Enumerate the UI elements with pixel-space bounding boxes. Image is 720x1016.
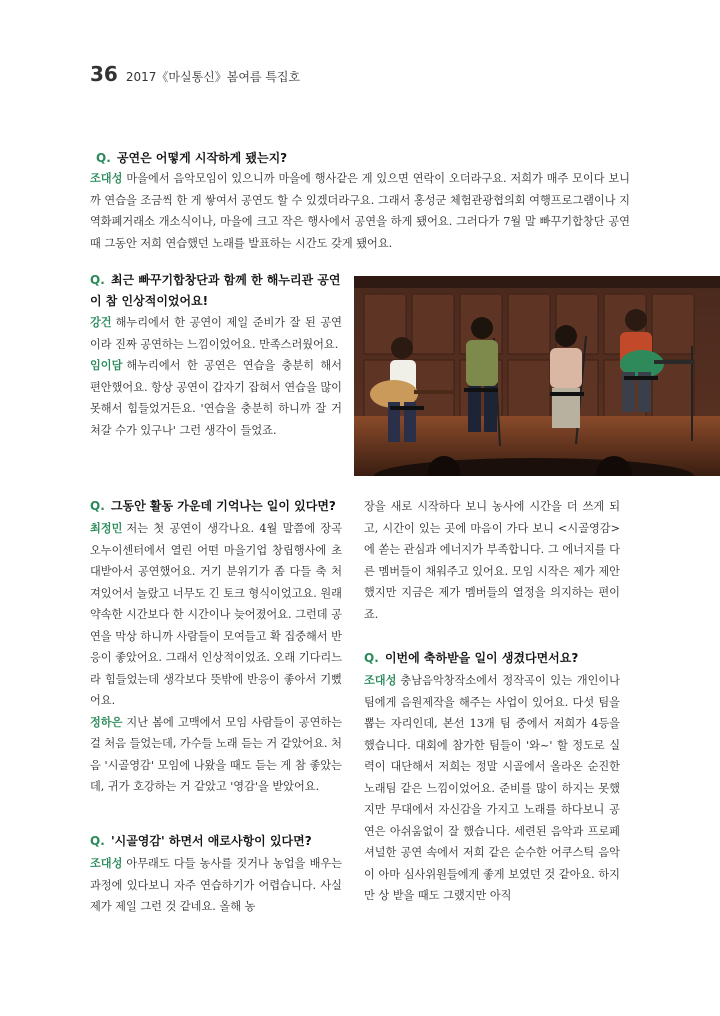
question-text: 공연은 어떻게 시작하게 됐는지? — [116, 151, 288, 165]
question-text: 그동안 활동 가운데 기억나는 일이 있다면? — [110, 499, 336, 513]
speaker-name: 정하은 — [90, 715, 123, 729]
answer-paragraph — [90, 853, 342, 918]
answer-text: 마을에서 음악모임이 있으니까 마을에 행사같은 게 있으면 연락이 오더라구요. 저희가 매주 모이다 보니까 연습을 조금씩 한 게 쌓여서 공연도 할 수 있겠더라구요. 그래서 홍성군 체험관광협의회 여행프로그램이나 지역화폐거래소 개소식이나, 마을에 크고 작은 행사에서 공연을 하게 됐어요. 그러다가 7월 말 빠꾸기합창단 공연 때 그동안 저희 연습했던 노래를 발표하는 시간도 갖게 됐어요. — [90, 172, 630, 250]
answer-paragraph — [90, 355, 342, 441]
speaker-name: 조대성 — [364, 674, 397, 687]
answer-paragraph — [90, 518, 342, 712]
answer-paragraph — [364, 670, 620, 907]
speaker-name: 조대성 — [90, 857, 123, 870]
answer-text: 해누리에서 한 공연은 연습을 충분히 해서 편안했어요. 항상 공연이 갑자기 잡혀서 연습을 많이 못해서 힘들었거든요. '연습을 충분히 하니까 잘 거쳐갈 수가 있구나' 그런 생각이 들었죠. — [90, 359, 342, 437]
answer-text: 해누리에서 한 공연이 제일 준비가 잘 된 공연이라 진짜 공연하는 느낌이었어요. 만족스러웠어요. — [90, 316, 342, 351]
interview-q1 — [90, 148, 630, 254]
continued-paragraph: 장을 새로 시작하다 보니 농사에 시간을 더 쓰게 되고, 시간이 있는 곳에 마음이 가다 보니 <시골영감>에 쏟는 관심과 에너지가 부족합니다. 그 에너지를 다른 멤버들이 채워주고 있어요. 모임 시작은 제가 제안했지만 지금은 제가 멤버들의 열정을 의지하는 편이죠. — [364, 500, 620, 621]
speaker-name: 최정민 — [90, 522, 123, 535]
question-heading — [90, 495, 342, 518]
question-marker: Q. — [96, 151, 111, 165]
question-text: 최근 빠꾸기합창단과 함께 한 해누리관 공연이 참 인상적이었어요! — [90, 273, 341, 308]
answer-text: 충남음악창작소에서 정작곡이 있는 개인이나 팀에게 음원제작을 해주는 사업이 있어요. 다섯 팀을 뽑는 자리인데, 본선 13개 팀 중에서 저희가 4등을 했습니다. 대회에 참가한 팀들이 '와~' 할 정도로 실력이 대단해서 저희는 정말 시골에서 올라온 순진한 노래팀 같은 느낌이었어요. 준비를 많이 하지는 못했지만 무대에서 자신감을 가지고 노래를 하다보니 공연은 아쉬움없이 잘 했습니다. 세련된 음악과 프로페셔널한 공연 속에서 저희 같은 순수한 어쿠스틱 음악이 아마 심사위원들에게 좋게 보였던 것 같아요. 하지만 상 받을 때도 그랬지만 아직 — [364, 674, 620, 902]
answer-text: 아무래도 다들 농사를 짓거나 농업을 배우는 과정에 있다보니 자주 연습하기가 어렵습니다. 사실 제가 제일 그런 것 같네요. 올해 농 — [90, 857, 342, 913]
question-heading — [364, 647, 620, 670]
interview-q5 — [364, 647, 620, 907]
page-number: 36 — [90, 62, 118, 86]
answer-paragraph — [90, 712, 342, 798]
speaker-name: 강건 — [90, 316, 112, 329]
band-performance-photo — [354, 276, 720, 476]
answer-text: 지난 봄에 고맥에서 모임 사람들이 공연하는 걸 처음 들었는데, 가수들 노래 듣는 거 같았어요. 처음 '시골영감' 모임에 나왔을 때도 듣는 게 참 좋았는데, 귀가 호강하는 거 같았고 '영감'을 받았어요. — [90, 715, 342, 793]
interview-q2 — [90, 270, 342, 441]
question-marker: Q. — [90, 499, 105, 513]
question-heading — [90, 270, 342, 312]
question-text: 이번에 축하받을 일이 생겼다면서요? — [384, 651, 579, 665]
question-marker: Q. — [90, 834, 105, 848]
answer-paragraph — [90, 312, 342, 355]
question-heading — [90, 830, 342, 853]
question-heading — [96, 148, 630, 168]
speaker-name: 조대성 — [90, 172, 123, 185]
interview-q4 — [90, 830, 342, 918]
running-title: 2017《마실통신》봄여름 특집호 — [125, 70, 301, 84]
column-continuation — [364, 496, 620, 625]
page-header — [90, 62, 300, 86]
speaker-name: 임이담 — [90, 359, 123, 372]
answer-text: 저는 첫 공연이 생각나요. 4월 말쯤에 장곡 오누이센터에서 열린 어떤 마을기업 창립행사에 초대받아서 공연했어요. 거기 분위기가 좀 다들 축 처져있어서 놀랐고 너무도 긴 토크 형식이었고요. 원래 약속한 시간보다 한 시간이나 늦어졌어요. 그런데 공연을 막상 하니까 사람들이 모여들고 확 집중해서 반응이 좋았어요. 그래서 인상적이었죠. 오래 기다리느라 힘들었는데 생각보다 뜻밖에 반응이 좋아서 기뻤어요. — [90, 522, 342, 707]
question-marker: Q. — [90, 273, 105, 287]
photo-illustration — [354, 276, 720, 476]
question-text: '시골영감' 하면서 애로사항이 있다면? — [110, 834, 312, 848]
question-marker: Q. — [364, 651, 379, 665]
interview-q3 — [90, 495, 342, 798]
answer-paragraph — [90, 168, 630, 254]
